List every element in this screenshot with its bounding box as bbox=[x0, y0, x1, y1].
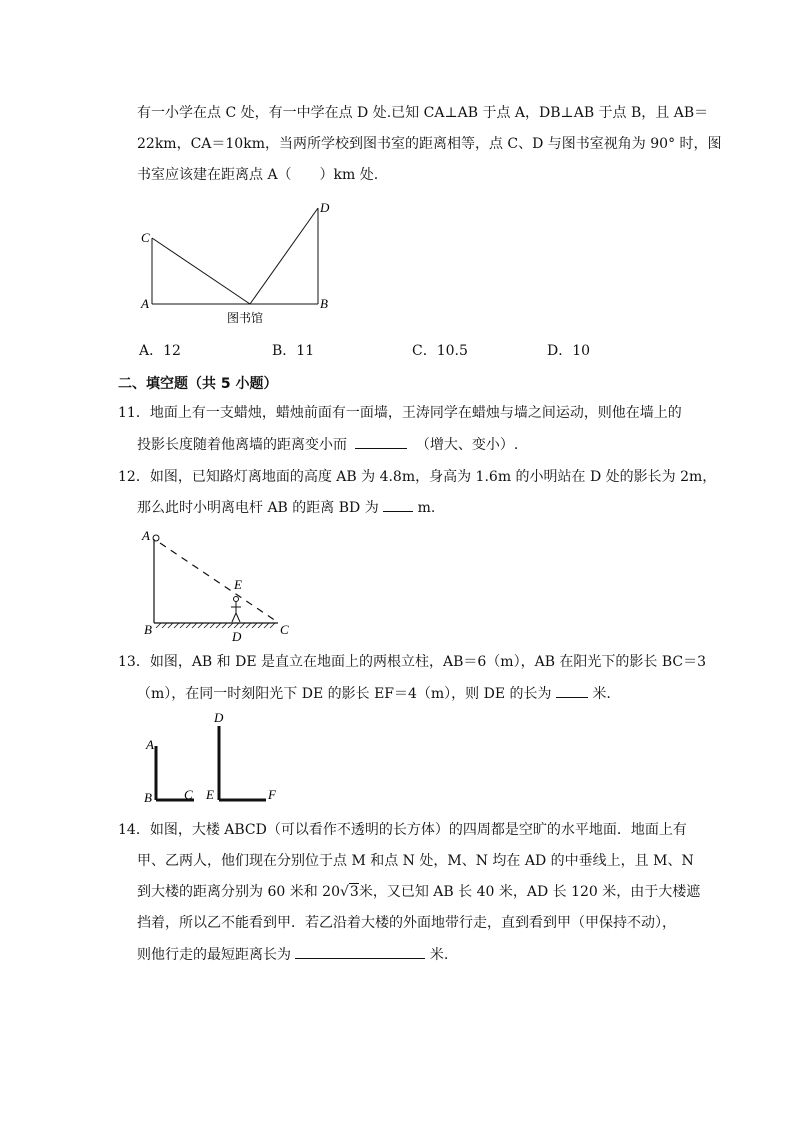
q13-label-d: D bbox=[214, 710, 224, 725]
q12-answer-blank[interactable] bbox=[383, 497, 413, 512]
q10-option-d: D．10 bbox=[547, 343, 591, 359]
q10-text-line2: 22km，CA＝10km，当两所学校到图书室的距离相等，点 C、D 与图书室视角为 90° 时，图 bbox=[137, 136, 722, 152]
q14-text-line5a: 则他行走的最短距离长为 bbox=[137, 947, 291, 963]
q10-option-a: A．12 bbox=[139, 343, 181, 359]
q12-label-c: C bbox=[280, 622, 289, 637]
q10-label-d: D bbox=[320, 200, 330, 215]
q14-text-line4: 挡着，所以乙不能看到甲．若乙沿着大楼的外面地带行走，直到看到甲（甲保持不动）， bbox=[137, 915, 676, 931]
q11-text-line1: 11．地面上有一支蜡烛，蜡烛前面有一面墙，王涛同学在蜡烛与墙之间运动，则他在墙上的 bbox=[118, 405, 682, 421]
q13-label-b: B bbox=[144, 790, 152, 805]
q13-figure bbox=[138, 708, 288, 808]
q12-text-line2b: m. bbox=[417, 500, 436, 516]
q14-answer-blank[interactable] bbox=[295, 944, 425, 959]
q12-label-e: E bbox=[234, 577, 242, 592]
q12-text-line2a: 那么此时小明离电杆 AB 的距离 BD 为 bbox=[137, 500, 379, 516]
q13-text-line2b: 米. bbox=[592, 686, 611, 702]
q10-label-c: C bbox=[141, 230, 150, 245]
q14-text-line5b: 米. bbox=[429, 947, 449, 963]
q12-text-line2 bbox=[137, 497, 435, 518]
section-title-fill-in: 二、填空题（共 5 小题） bbox=[118, 376, 278, 392]
q11-text-line2 bbox=[137, 434, 518, 455]
q13-text-line1: 13．如图，AB 和 DE 是直立在地面上的两根立柱，AB＝6（m），AB 在阳光下的影长 BC＝3 bbox=[118, 654, 707, 670]
q10-text-line1: 有一小学在点 C 处，有一中学在点 D 处.已知 CA⊥AB 于点 A，DB⊥AB 于点 B，且 AB＝ bbox=[137, 105, 709, 121]
q10-label-a: A bbox=[141, 296, 149, 311]
q13-answer-blank[interactable] bbox=[556, 683, 588, 698]
q10-option-b: B．11 bbox=[272, 343, 315, 359]
q13-label-f: F bbox=[268, 787, 276, 802]
q10-label-b: B bbox=[320, 296, 328, 311]
q12-label-d: D bbox=[232, 629, 242, 644]
q10-option-c: C．10.5 bbox=[412, 343, 468, 359]
q10-text-line3: 书室应该建在距离点 A（ ）km 处. bbox=[137, 167, 379, 183]
q14-text-line3b: 米，又已知 AB 长 40 米，AD 长 120 米，由于大楼遮 bbox=[358, 884, 701, 900]
q13-text-line2a: （m），在同一时刻阳光下 DE 的影长 EF＝4（m），则 DE 的长为 bbox=[137, 686, 552, 702]
q11-text-line2a: 投影长度随着他离墙的距离变小而 bbox=[137, 437, 347, 453]
q14-text-line5 bbox=[137, 944, 448, 965]
sqrt-sign-icon: √ bbox=[339, 884, 349, 900]
q13-label-c: C bbox=[184, 787, 193, 802]
q12-figure bbox=[140, 525, 300, 645]
q13-text-line2 bbox=[137, 683, 611, 704]
q14-text-line1: 14．如图，大楼 ABCD（可以看作不透明的长方体）的四周都是空旷的水平地面．地面上有 bbox=[118, 822, 687, 838]
q13-label-e: E bbox=[206, 787, 214, 802]
q12-label-a: A bbox=[142, 528, 150, 543]
q10-figure bbox=[135, 198, 335, 328]
q14-text-line3 bbox=[137, 882, 700, 902]
q13-label-a: A bbox=[146, 737, 154, 752]
q12-text-line1: 12．如图，已知路灯离地面的高度 AB 为 4.8m，身高为 1.6m 的小明站在 D 处的影长为 2m， bbox=[118, 469, 717, 485]
q12-label-b: B bbox=[144, 622, 152, 637]
q11-answer-blank[interactable] bbox=[355, 434, 407, 449]
q14-text-line2: 甲、乙两人，他们现在分别位于点 M 和点 N 处，M、N 均在 AD 的中垂线上，且 M、N bbox=[137, 853, 694, 869]
q14-sqrt-radicand: 3 bbox=[349, 884, 359, 900]
q10-caption-library: 图书馆 bbox=[227, 311, 264, 325]
q14-text-line3a: 到大楼的距离分别为 60 米和 20 bbox=[137, 884, 340, 900]
q11-text-line2b: （增大、变小）. bbox=[415, 437, 519, 453]
